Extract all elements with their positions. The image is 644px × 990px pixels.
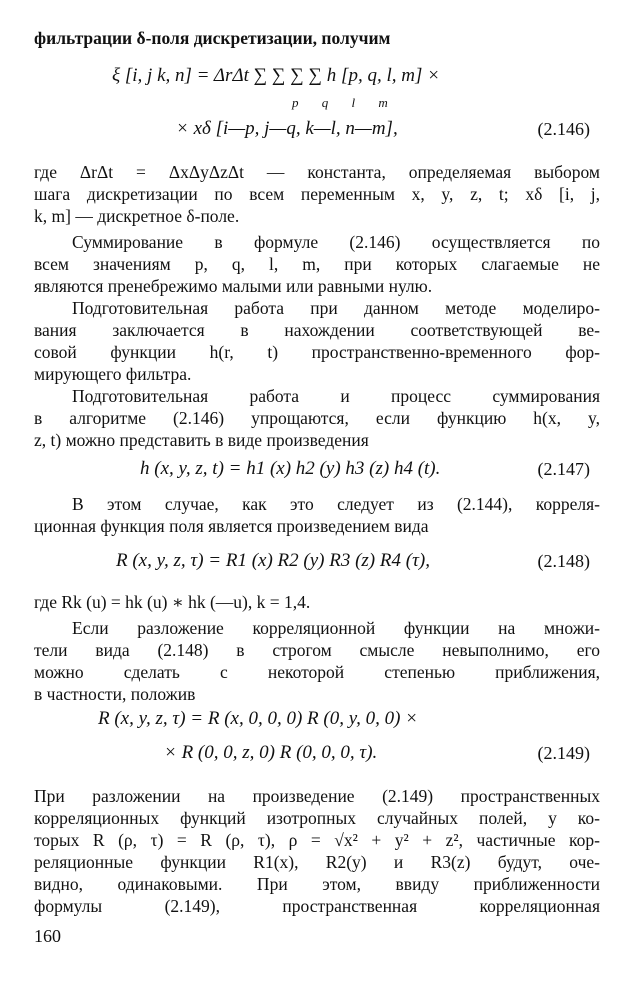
text-line: в алгоритме (2.146) упрощаются, если функцию h(x, y, — [34, 408, 600, 428]
text-line: z, t) можно представить в виде произведения — [34, 430, 369, 450]
equation-2-149-part2: × R (0, 0, z, 0) R (0, 0, 0, τ). — [164, 742, 378, 763]
text-line: ционная функция поля является произведением вида — [34, 516, 429, 536]
text-line: фильтрации δ-поля дискретизации, получим — [34, 28, 391, 48]
text-line: формулы (2.149), пространственная корреляционная — [34, 896, 600, 916]
text-line: При разложении на произведение (2.149) пространственных — [34, 786, 600, 806]
text-line: Суммирование в формуле (2.146) осуществляется по — [72, 232, 600, 252]
text-line: в частности, положив — [34, 684, 196, 704]
equation-number: (2.146) — [537, 119, 590, 139]
text-line: корреляционных функций изотропных случайных полей, у ко- — [34, 808, 600, 828]
text-line: k, m] — дискретное δ-поле. — [34, 206, 240, 226]
text-line: торых R (ρ, τ) = R (ρ, τ), ρ = √x² + y² + z², частичные кор- — [34, 830, 600, 850]
text-line: шага дискретизации по всем переменным x, y, z, t; xδ [i, j, — [34, 184, 600, 204]
text-line: Если разложение корреляционной функции на множи- — [72, 618, 600, 638]
text-line: Подготовительная работа при данном методе моделиро- — [72, 298, 600, 318]
text-line: всем значениям p, q, l, m, при которых слагаемые не — [34, 254, 600, 274]
text-line: мирующего фильтра. — [34, 364, 192, 384]
text-line: можно сделать с некоторой степенью приближения, — [34, 662, 600, 682]
text-line: где ΔrΔt = ΔxΔyΔzΔt — константа, определяемая выбором — [34, 162, 600, 182]
text-line: видно, одинаковыми. При этом, ввиду приближенности — [34, 874, 600, 894]
text-line: тели вида (2.148) в строгом смысле невыполнимо, его — [34, 640, 600, 660]
equation-2-148: R (x, y, z, τ) = R1 (x) R2 (y) R3 (z) R4 (τ), — [116, 550, 430, 571]
equation-2-149-part1: R (x, y, z, τ) = R (x, 0, 0, 0) R (0, y, 0, 0) × — [98, 708, 419, 729]
text-line: В этом случае, как это следует из (2.144), корреля- — [72, 494, 600, 514]
equation-2-146-part1: ξ [i, j k, n] = ΔrΔt ∑ ∑ ∑ ∑ h [p, q, l, m] × — [112, 65, 440, 86]
text-line: являются пренебрежимо малыми или равными нулю. — [34, 276, 433, 296]
equation-2-146-summation-indices: p q l m — [292, 95, 398, 110]
text-line: где Rk (u) = hk (u) ∗ hk (—u), k = 1,4. — [34, 592, 311, 612]
text-line: реляционные функции R1(x), R2(y) и R3(z) будут, оче- — [34, 852, 600, 872]
text-line: совой функции h(r, t) пространственно-временного фор- — [34, 342, 600, 362]
page-number: 160 — [34, 926, 61, 946]
equation-number: (2.148) — [537, 551, 590, 571]
text-line: вания заключается в нахождении соответствующей ве- — [34, 320, 600, 340]
equation-number: (2.147) — [537, 459, 590, 479]
text-line: Подготовительная работа и процесс суммирования — [72, 386, 600, 406]
equation-number: (2.149) — [537, 743, 590, 763]
equation-2-146-part2: × xδ [i—p, j—q, k—l, n—m], — [176, 118, 398, 139]
equation-2-147: h (x, y, z, t) = h1 (x) h2 (y) h3 (z) h4 (t). — [140, 458, 441, 479]
